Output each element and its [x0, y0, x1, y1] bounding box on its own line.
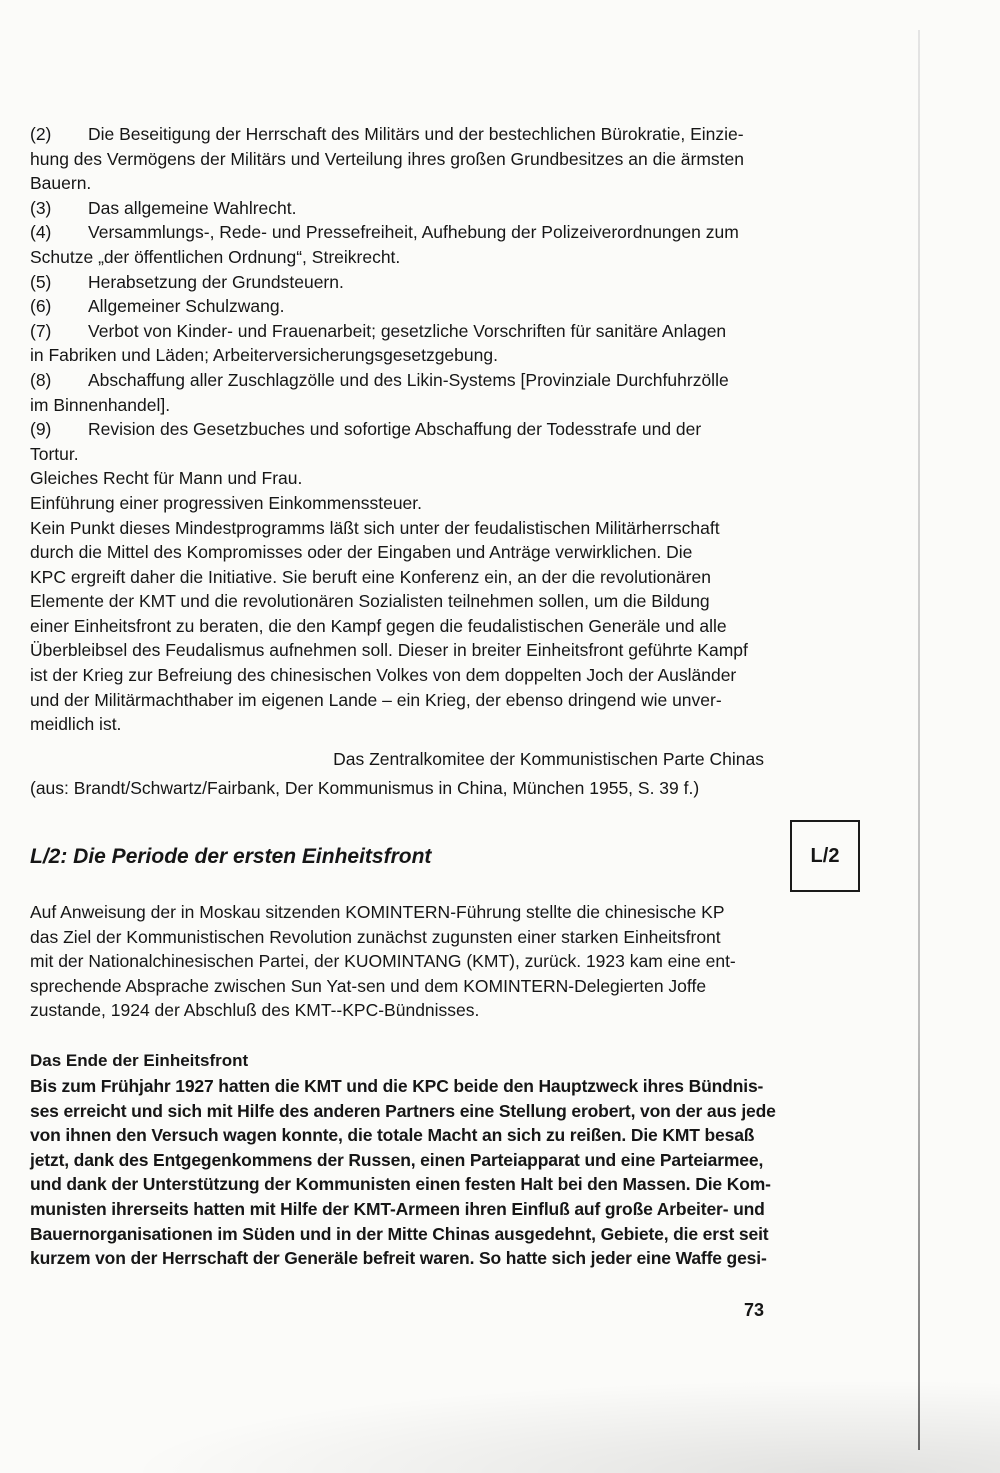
paragraph-line: Auf Anweisung der in Moskau sitzenden KOMINTERN-Führung stellte die chinesische KP — [30, 902, 725, 922]
program-line: (8) Abschaffung aller Zuschlagzölle und des Likin-Systems [Provinziale Durchfuhrzölle — [30, 369, 729, 390]
section-title: L/2: Die Periode der ersten Einheitsfront — [30, 845, 432, 868]
program-line: Tortur. — [30, 443, 79, 464]
program-line: (9) Revision des Gesetzbuches und sofortige Abschaffung der Todesstrafe und der — [30, 419, 702, 440]
program-line: meidlich ist. — [30, 714, 122, 735]
program-line: ist der Krieg zur Befreiung des chinesischen Volkes von dem doppelten Joch der Ausländer — [30, 665, 737, 686]
paragraph-line: das Ziel der Kommunistischen Revolution zunächst zugunsten einer starken Einheitsfront — [30, 926, 721, 947]
paragraph-line: ses erreicht und sich mit Hilfe des anderen Partners eine Stellung erobert, von der aus jede — [30, 1100, 776, 1121]
program-line: (6) Allgemeiner Schulzwang. — [30, 296, 285, 317]
scan-noise — [0, 1363, 1000, 1473]
program-line: Schutze „der öffentlichen Ordnung“, Streikrecht. — [30, 246, 401, 267]
source-citation: (aus: Brandt/Schwartz/Fairbank, Der Kommunismus in China, München 1955, S. 39 f.) — [30, 778, 700, 798]
page-edge-line — [918, 30, 920, 1450]
program-line: (7) Verbot von Kinder- und Frauenarbeit; gesetzliche Vorschriften für sanitäre Anlagen — [30, 320, 727, 341]
program-line: einer Einheitsfront zu beraten, die den Kampf gegen die feudalistischen Generäle und alle — [30, 615, 727, 636]
program-line: in Fabriken und Läden; Arbeiterversicherungsgesetzgebung. — [30, 345, 498, 366]
program-line: (5) Herabsetzung der Grundsteuern. — [30, 271, 344, 292]
paragraph-line: von ihnen den Versuch wagen konnte, die totale Macht an sich zu reißen. Die KMT besaß — [30, 1125, 755, 1146]
program-line: hung des Vermögens der Militärs und Verteilung ihres großen Grundbesitzes an die ärmsten — [30, 148, 745, 169]
paragraph-line: Bauernorganisationen im Süden und in der Mitte Chinas ausgedehnt, Gebiete, die erst seit — [30, 1223, 769, 1244]
program-line: (4) Versammlungs-, Rede- und Pressefreiheit, Aufhebung der Polizeiverordnungen zum — [30, 222, 739, 243]
program-line: Kein Punkt dieses Mindestprogramms läßt sich unter der feudalistischen Militärherrschaft — [30, 517, 720, 538]
program-line: Überbleibsel des Feudalismus aufnehmen soll. Dieser in breiter Einheitsfront geführte Kampf — [30, 640, 748, 661]
program-line: (2) Die Beseitigung der Herrschaft des Militärs und der bestechlichen Bürokratie, Einzie- — [30, 124, 744, 144]
program-line: Gleiches Recht für Mann und Frau. — [30, 468, 303, 489]
program-line: Elemente der KMT und die revolutionären Sozialisten teilnehmen sollen, um die Bildung — [30, 591, 710, 612]
section-box-label: L/2 — [790, 820, 860, 892]
paragraph-line: sprechende Absprache zwischen Sun Yat-sen und dem KOMINTERN-Delegierten Joffe — [30, 975, 707, 996]
page-number: 73 — [744, 1300, 765, 1320]
end-of-front-paragraph — [30, 1074, 790, 1271]
paragraph-line: mit der Nationalchinesischen Partei, der KUOMINTANG (KMT), zurück. 1923 kam eine ent- — [30, 951, 736, 972]
program-line: Bauern. — [30, 173, 92, 194]
paragraph-line: Bis zum Frühjahr 1927 hatten die KMT und die KPC beide den Hauptzweck ihres Bündnis- — [30, 1076, 764, 1096]
program-line: im Binnenhandel]. — [30, 394, 171, 415]
paragraph-line: jetzt, dank des Entgegenkommens der Russen, einen Parteiapparat und eine Parteiarmee, — [30, 1149, 764, 1170]
program-line: KPC ergreift daher die Initiative. Sie beruft eine Konferenz ein, an der die revolutionären — [30, 566, 711, 587]
program-line: durch die Mittel des Kompromisses oder der Eingaben und Anträge verwirklichen. Die — [30, 542, 693, 563]
paragraph-line: kurzem von der Herrschaft der Generäle befreit waren. So hatte sich jeder eine Waffe gesi- — [30, 1248, 767, 1269]
signature: Das Zentralkomitee der Kommunistischen Parte Chinas — [333, 749, 764, 769]
paragraph-line: munisten ihrerseits hatten mit Hilfe der KMT-Armeen ihren Einfluß auf große Arbeiter- und — [30, 1198, 765, 1219]
intro-paragraph — [30, 900, 790, 1023]
program-points — [30, 122, 790, 737]
paragraph-line: zustande, 1924 der Abschluß des KMT--KPC-Bündnisses. — [30, 1000, 480, 1021]
program-line: und der Militärmachthaber im eigenen Lande – ein Krieg, der ebenso dringend wie unver- — [30, 689, 722, 710]
paragraph-line: und dank der Unterstützung der Kommunisten einen festen Halt bei den Massen. Die Kom- — [30, 1174, 771, 1195]
program-line: (3) Das allgemeine Wahlrecht. — [30, 197, 297, 218]
program-line: Einführung einer progressiven Einkommenssteuer. — [30, 492, 423, 513]
sub-heading: Das Ende der Einheitsfront — [30, 1051, 249, 1070]
